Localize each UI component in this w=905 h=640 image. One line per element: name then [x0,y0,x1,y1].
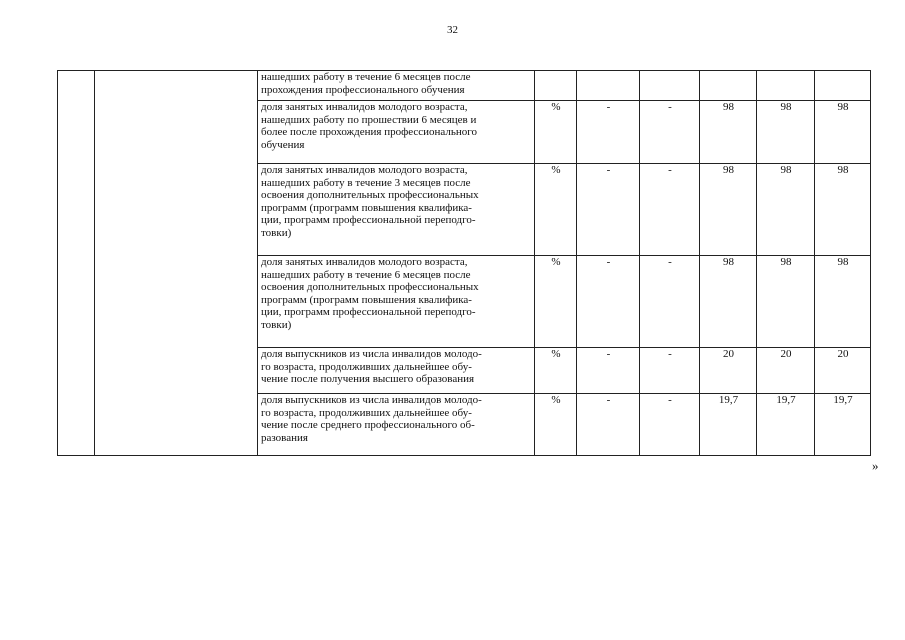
text-line: доля выпускников из числа инвалидов молодо- [261,348,482,360]
text-line: нашедших работу по прошествии 6 месяцев и [261,113,477,126]
unit-cell: % [535,101,577,164]
text-line: более после прохождения профессионального [261,126,478,139]
unit-cell: % [535,256,577,348]
value-cell: - [640,348,700,394]
text-line: программ (программ повышения квалифика- [261,293,472,306]
value-cell [815,71,871,101]
value-cell: 20 [815,348,871,394]
text-line: нашедших работу в течение 3 месяцев после [261,176,471,189]
text-line: разования [261,431,308,444]
value-cell: 19,7 [700,394,757,456]
text-line: прохождения профессионального обучения [261,83,465,96]
indicator-description [258,101,535,164]
value-cell: 20 [700,348,757,394]
text-line: ции, программ профессиональной переподго- [261,306,476,319]
empty-cell [95,71,258,456]
text-line: го возраста, продолживших дальнейшее обу- [261,360,472,373]
value-cell: 98 [757,164,815,256]
value-cell [700,71,757,101]
text-line: обучения [261,138,305,151]
unit-cell: % [535,348,577,394]
text-line: товки) [261,226,292,239]
value-cell: - [577,164,640,256]
text-line: программ (программ повышения квалифика- [261,201,472,214]
text-line: доля выпускников из числа инвалидов молодо- [261,394,482,406]
unit-cell: % [535,164,577,256]
indicators-table [57,70,871,456]
value-cell: 20 [757,348,815,394]
text-line: нашедших работу в течение 6 месяцев после [261,71,471,83]
indicator-description [258,394,535,456]
text-line: ции, программ профессиональной переподго- [261,214,476,227]
text-line: нашедших работу в течение 6 месяцев после [261,268,471,281]
text-line: товки) [261,318,292,331]
table-row [58,71,871,101]
value-cell: - [640,256,700,348]
value-cell: 98 [700,164,757,256]
text-line: доля занятых инвалидов молодого возраста, [261,256,468,268]
text-line: чение после среднего профессионального об- [261,419,475,432]
value-cell: 19,7 [757,394,815,456]
value-cell: 98 [700,101,757,164]
value-cell: 19,7 [815,394,871,456]
value-cell: 98 [757,256,815,348]
text-line: доля занятых инвалидов молодого возраста, [261,101,468,113]
value-cell [577,71,640,101]
text-line: освоения дополнительных профессиональных [261,189,479,202]
value-cell: - [577,348,640,394]
value-cell: 98 [815,164,871,256]
unit-cell [535,71,577,101]
value-cell: - [577,256,640,348]
value-cell: 98 [700,256,757,348]
indicator-description [258,348,535,394]
text-line: го возраста, продолживших дальнейшее обу- [261,406,472,419]
indicator-description [258,164,535,256]
value-cell: - [577,101,640,164]
indicator-description [258,256,535,348]
indicator-description [258,71,535,101]
page-number: 32 [447,24,458,36]
text-line: освоения дополнительных профессиональных [261,281,479,294]
value-cell: - [577,394,640,456]
text-line: доля занятых инвалидов молодого возраста, [261,164,468,176]
value-cell: - [640,101,700,164]
value-cell: 98 [815,101,871,164]
text-line: чение после получения высшего образования [261,373,475,386]
value-cell: 98 [815,256,871,348]
empty-cell [58,71,95,456]
value-cell [640,71,700,101]
closing-quote: » [872,458,879,473]
value-cell: - [640,164,700,256]
value-cell: 98 [757,101,815,164]
value-cell: - [640,394,700,456]
value-cell [757,71,815,101]
unit-cell: % [535,394,577,456]
